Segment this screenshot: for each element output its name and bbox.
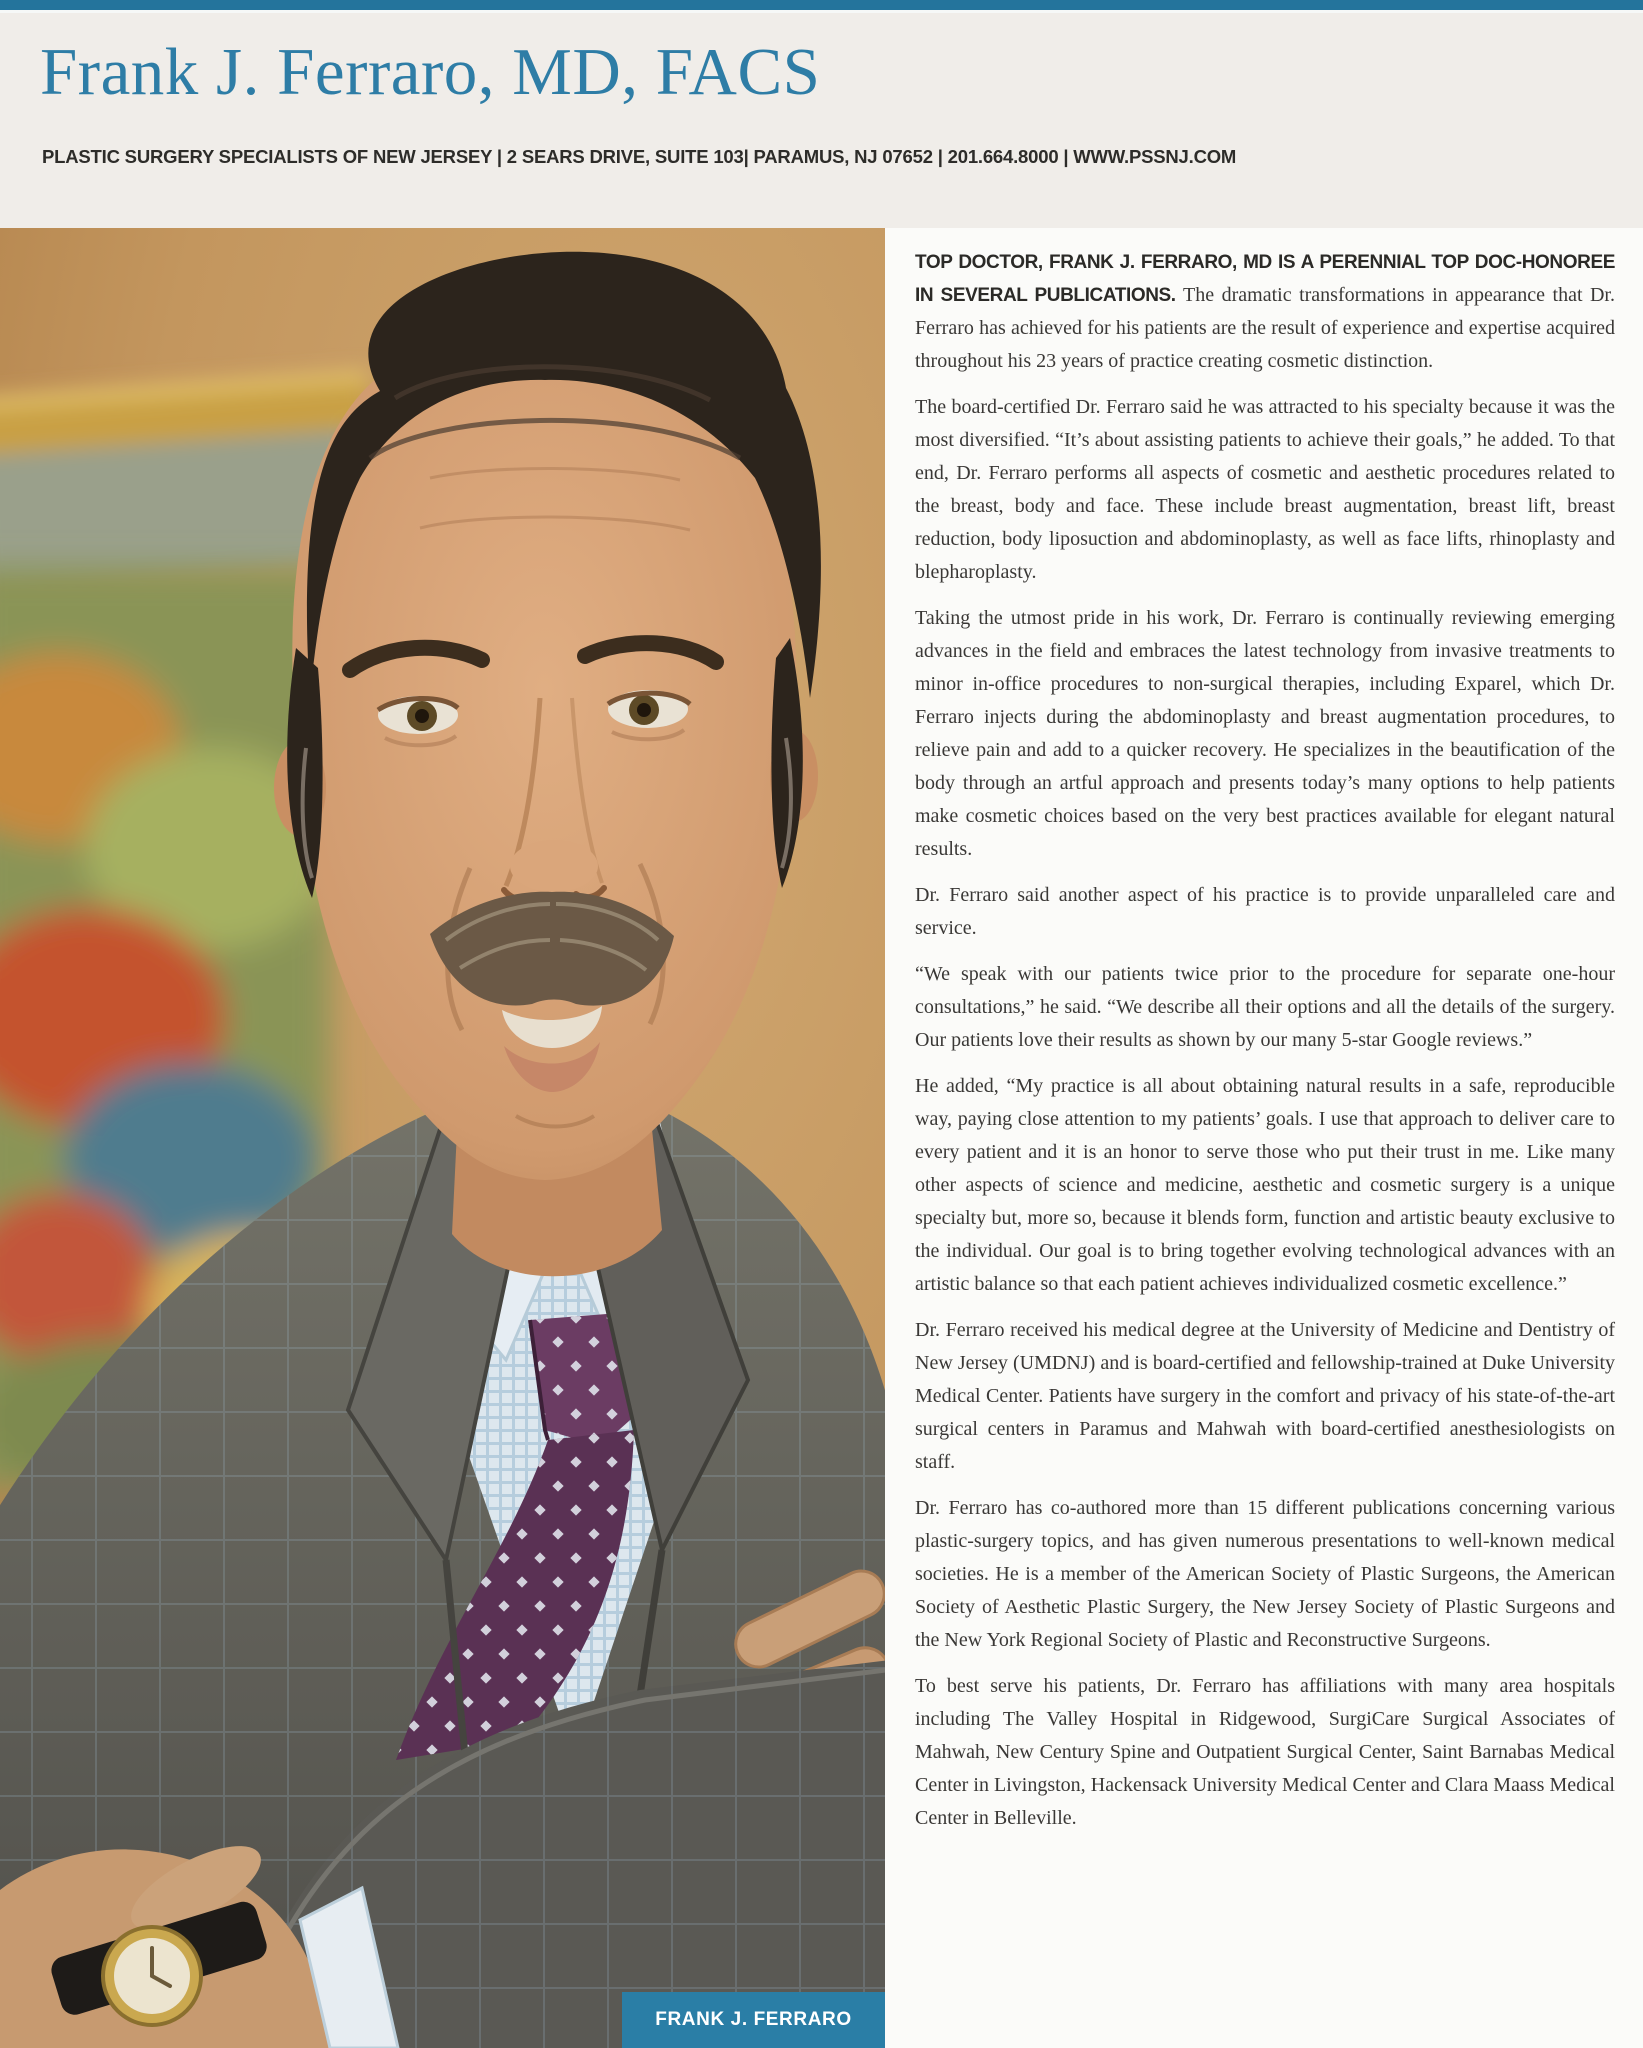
photo-caption: FRANK J. FERRARO bbox=[622, 1992, 885, 2048]
article-paragraph bbox=[915, 1670, 1615, 1835]
article-paragraph bbox=[915, 391, 1615, 589]
paragraph-text: Dr. Ferraro has co-authored more than 15 different publications concerning various plastic-surgery topics, and has given numerous presentations to well-known medical societies. He is a member of the American Society of Plastic Surgeons, the American Society of Aesthetic Plastic Surgery, the New Jersey Society of Plastic Surgeons and the New York Regional Society of Plastic and Reconstructive Surgeons. bbox=[915, 1497, 1615, 1651]
article-paragraph bbox=[915, 602, 1615, 866]
contact-line: PLASTIC SURGERY SPECIALISTS OF NEW JERSEY | 2 SEARS DRIVE, SUITE 103| PARAMUS, NJ 07652 | 201.664.8000 | WWW.PSSNJ.COM bbox=[42, 146, 1237, 167]
paragraph-text: Taking the utmost pride in his work, Dr. Ferraro is continually reviewing emerging advances in the field and embraces the latest technology from invasive treatments to minor in-office procedures to non-surgical therapies, including Exparel, which Dr. Ferraro injects during the abdominoplasty and breast augmentation procedures, to relieve pain and add to a quicker recovery. He specializes in the beautification of the body through an artful approach and presents today’s many options to help patients make cosmetic choices based on the very best practices available for elegant natural results. bbox=[915, 607, 1615, 860]
portrait-photo bbox=[0, 228, 885, 2048]
page-title: Frank J. Ferraro, MD, FACS bbox=[40, 35, 821, 109]
paragraph-text: He added, “My practice is all about obtaining natural results in a safe, reproducible way, paying close attention to my patients’ goals. I use that approach to deliver care to every patient and it is an honor to serve those who put their trust in me. Like many other aspects of science and medicine, aesthetic and cosmetic surgery is a unique specialty but, more so, because it blends form, function and artistic beauty exclusive to the individual. Our goal is to bring together evolving technological advances with an artistic balance so that each patient achieves individualized cosmetic excellence.” bbox=[915, 1075, 1615, 1295]
top-accent-bar bbox=[0, 0, 1643, 10]
paragraph-text: Dr. Ferraro said another aspect of his practice is to provide unparalleled care and service. bbox=[915, 884, 1615, 939]
article-paragraph bbox=[915, 246, 1615, 378]
paragraph-text: “We speak with our patients twice prior to the procedure for separate one-hour consultations,” he said. “We describe all their options and all the details of the surgery. Our patients love their results as shown by our many 5-star Google reviews.” bbox=[915, 963, 1615, 1051]
article bbox=[915, 246, 1615, 1848]
paragraph-text: The dramatic transformations in appearance that Dr. Ferraro has achieved for his patients are the result of experience and expertise acquired throughout his 23 years of practice creating cosmetic distinction. bbox=[915, 284, 1615, 372]
article-paragraph bbox=[915, 1314, 1615, 1479]
paragraph-text: Dr. Ferraro received his medical degree at the University of Medicine and Dentistry of New Jersey (UMDNJ) and is board-certified and fellowship-trained at Duke University Medical Center. Patients have surgery in the comfort and privacy of his state-of-the-art surgical centers in Paramus and Mahwah with board-certified anesthesiologists on staff. bbox=[915, 1319, 1615, 1473]
paragraph-lead: TOP DOCTOR, FRANK J. FERRARO, MD IS A PERENNIAL TOP DOC-HONOREE IN SEVERAL PUBLICATIONS. bbox=[915, 252, 1615, 306]
article-paragraph bbox=[915, 879, 1615, 945]
paragraph-text: To best serve his patients, Dr. Ferraro has affiliations with many area hospitals including The Valley Hospital in Ridgewood, SurgiCare Surgical Associates of Mahwah, New Century Spine and Outpatient Surgical Center, Saint Barnabas Medical Center in Livingston, Hackensack University Medical Center and Clara Maass Medical Center in Belleville. bbox=[915, 1675, 1615, 1829]
paragraph-text: The board-certified Dr. Ferraro said he was attracted to his specialty because it was the most diversified. “It’s about assisting patients to achieve their goals,” he added. To that end, Dr. Ferraro performs all aspects of cosmetic and aesthetic procedures related to the breast, body and face. These include breast augmentation, breast lift, breast reduction, body liposuction and abdominoplasty, as well as face lifts, rhinoplasty and blepharoplasty. bbox=[915, 396, 1615, 583]
article-paragraph bbox=[915, 958, 1615, 1057]
article-paragraph bbox=[915, 1492, 1615, 1657]
article-paragraph bbox=[915, 1070, 1615, 1301]
